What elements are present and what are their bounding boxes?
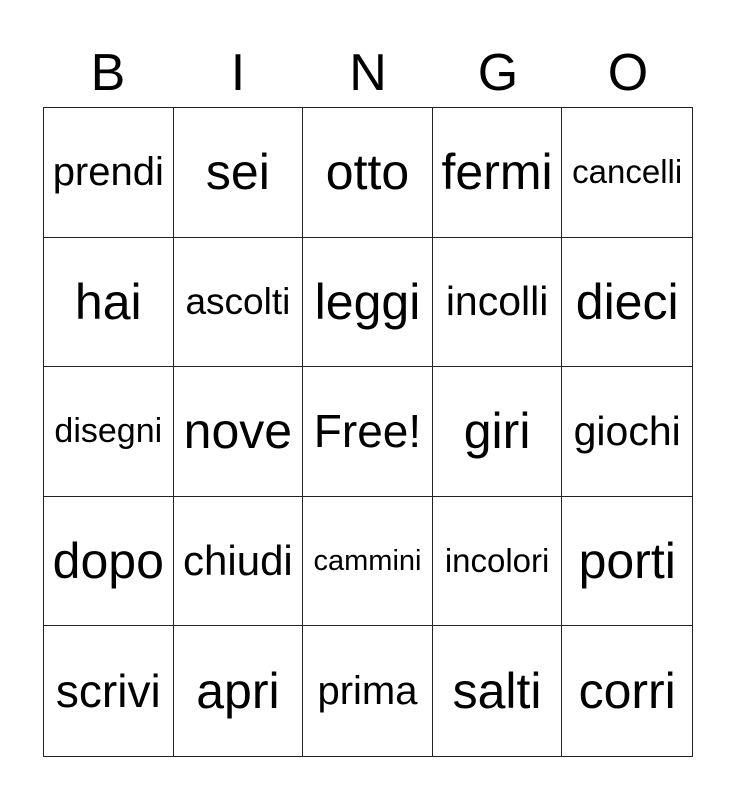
bingo-cell[interactable]: salti [433, 626, 563, 756]
bingo-cell[interactable]: incolori [433, 497, 563, 627]
bingo-cell[interactable]: corri [578, 663, 676, 720]
bingo-cell[interactable]: porti [562, 497, 692, 627]
bingo-board [43, 107, 693, 757]
bingo-cell[interactable]: cancelli [562, 108, 692, 238]
bingo-cell[interactable]: ascolti [174, 238, 304, 368]
bingo-cell[interactable]: scrivi [44, 626, 174, 756]
bingo-cell[interactable]: chiudi [174, 497, 304, 627]
bingo-cell[interactable]: dopo [44, 497, 174, 627]
header-letter-o: O [607, 44, 649, 102]
free-space-cell[interactable]: Free! [303, 367, 433, 497]
header-letter-b: B [90, 44, 126, 102]
bingo-cell[interactable]: sei [174, 108, 304, 238]
header-letter-i: I [230, 44, 246, 102]
bingo-cell[interactable]: prendi [44, 108, 174, 238]
bingo-cell[interactable]: nove [174, 367, 304, 497]
bingo-cell[interactable]: prima [303, 626, 433, 756]
bingo-cell[interactable]: dieci [562, 238, 692, 368]
bingo-cell[interactable]: giochi [562, 367, 692, 497]
bingo-cell[interactable]: disegni [44, 367, 174, 497]
bingo-cell[interactable]: incolli [433, 238, 563, 368]
bingo-cell[interactable]: giri [433, 367, 563, 497]
header-letter-n: N [349, 44, 387, 102]
bingo-cell[interactable]: fermi [433, 108, 563, 238]
bingo-header [43, 40, 693, 106]
bingo-cell[interactable]: apri [174, 626, 304, 756]
bingo-cell[interactable]: cammini [303, 497, 433, 627]
bingo-cell[interactable]: hai [44, 238, 174, 368]
bingo-cell[interactable]: otto [303, 108, 433, 238]
bingo-cell[interactable]: leggi [303, 238, 433, 368]
header-letter-g: G [477, 44, 519, 102]
